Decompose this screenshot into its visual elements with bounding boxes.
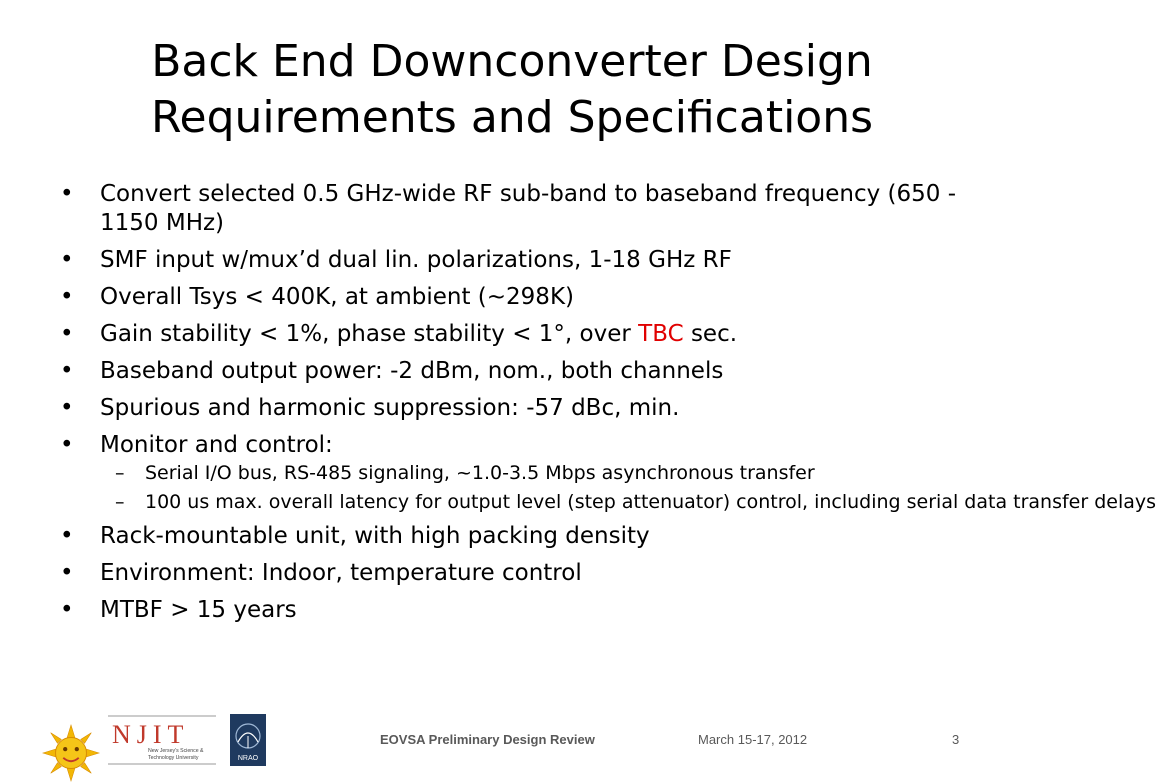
bullet-text: Rack-mountable unit, with high packing density <box>100 523 650 549</box>
sub-bullet-item <box>100 491 1156 514</box>
bullet-text: Overall Tsys < 400K, at ambient (~298K) <box>100 284 574 310</box>
bullet-icon: • <box>60 432 74 458</box>
footer-title: EOVSA Preliminary Design Review <box>380 732 595 747</box>
bullet-item <box>60 394 980 423</box>
bullet-icon: • <box>60 523 74 549</box>
slide-title <box>0 34 1024 146</box>
bullet-text: Convert selected 0.5 GHz-wide RF sub-band to baseband frequency (650 - 1150 MHz) <box>100 181 957 236</box>
footer-date: March 15-17, 2012 <box>698 732 808 747</box>
bullet-text: MTBF > 15 years <box>100 597 297 623</box>
bullet-item <box>60 246 980 275</box>
slide-footer <box>0 722 1024 762</box>
bullet-list <box>60 180 1156 633</box>
njit-logo-sub2: Technology University <box>148 755 199 761</box>
bullet-icon: • <box>60 247 74 273</box>
bullet-item <box>60 522 980 551</box>
bullet-text: Spurious and harmonic suppression: -57 dBc, min. <box>100 395 680 421</box>
bullet-text: SMF input w/mux’d dual lin. polarizations, 1-18 GHz RF <box>100 247 732 273</box>
sun-logo-icon <box>42 724 100 782</box>
bullet-item <box>60 320 980 349</box>
sub-bullet-item <box>100 462 980 485</box>
njit-logo-text: NJIT <box>112 720 190 749</box>
njit-logo-sub1: New Jersey's Science & <box>148 748 204 754</box>
bullet-icon: • <box>60 395 74 421</box>
bullet-text-before: Gain stability < 1%, phase stability < 1°, over <box>100 321 639 347</box>
bullet-icon: • <box>60 560 74 586</box>
bullet-icon: • <box>60 321 74 347</box>
bullet-text-after: sec. <box>683 321 738 347</box>
bullet-icon: • <box>60 181 74 207</box>
nrao-logo-icon <box>230 714 266 766</box>
page-number: 3 <box>952 732 960 747</box>
dash-icon: – <box>115 491 125 513</box>
sub-bullet-text: 100 us max. overall latency for output level (step attenuator) control, including serial data transfer delays <box>145 491 1156 513</box>
tbc-highlight: TBC <box>638 321 684 347</box>
bullet-item <box>60 283 980 312</box>
sub-bullet-list <box>100 462 1156 514</box>
bullet-text: Monitor and control: <box>100 432 333 458</box>
bullet-icon: • <box>60 597 74 623</box>
title-line-1: Back End Downconverter Design <box>151 36 873 87</box>
bullet-item <box>60 431 1156 514</box>
njit-logo-icon <box>108 714 216 766</box>
bullet-item <box>60 357 980 386</box>
nrao-logo-text: NRAO <box>237 755 259 762</box>
sub-bullet-text: Serial I/O bus, RS-485 signaling, ~1.0-3.5 Mbps asynchronous transfer <box>145 462 815 484</box>
bullet-icon: • <box>60 284 74 310</box>
bullet-item <box>60 559 980 588</box>
bullet-text: Environment: Indoor, temperature control <box>100 560 582 586</box>
dash-icon: – <box>115 462 125 484</box>
bullet-text: Baseband output power: -2 dBm, nom., both channels <box>100 358 724 384</box>
title-line-2: Requirements and Specifications <box>150 92 874 143</box>
bullet-item <box>60 596 980 625</box>
bullet-item <box>60 180 980 238</box>
bullet-icon: • <box>60 358 74 384</box>
